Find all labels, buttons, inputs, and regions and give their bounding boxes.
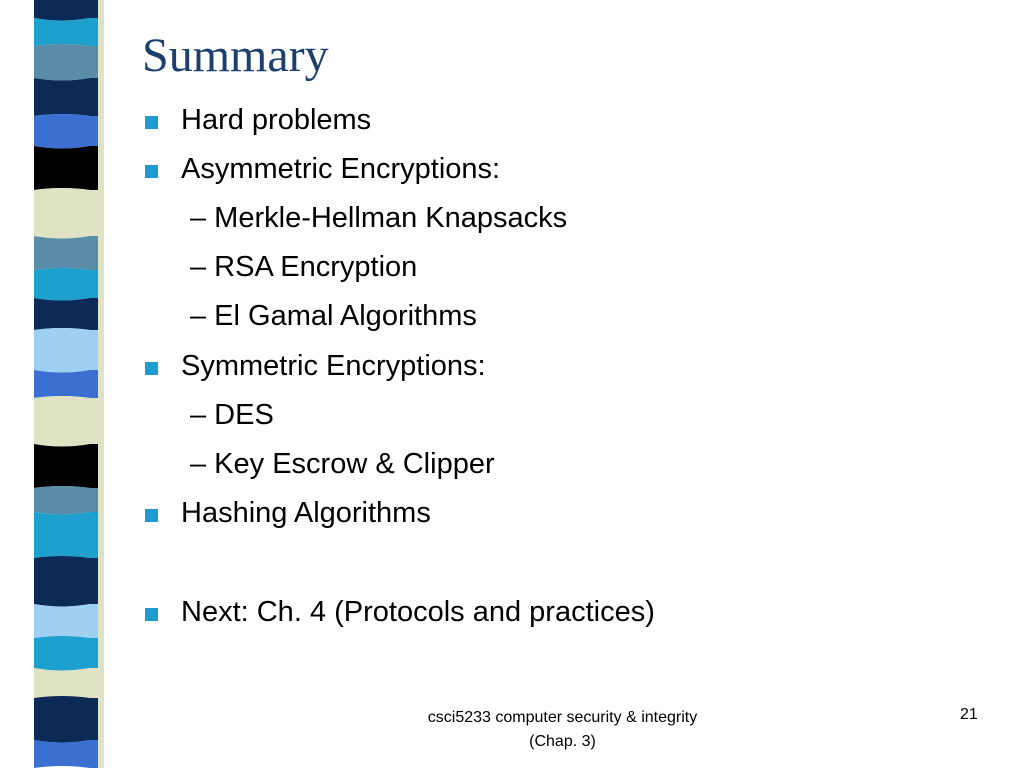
list-item: Hashing Algorithms [181,497,431,529]
bullet-icon [145,116,158,129]
sub-list-item: – Key Escrow & Clipper [190,448,495,480]
list-item: Asymmetric Encryptions: [181,153,501,185]
sub-list-item: – El Gamal Algorithms [190,300,477,332]
slide-title: Summary [142,29,329,82]
sub-list-item: – RSA Encryption [190,251,418,283]
list-item: Next: Ch. 4 (Protocols and practices) [181,596,655,628]
list-item: Hard problems [181,104,372,136]
bullet-icon [145,362,158,375]
bullet-icon [145,165,158,178]
bullet-icon [145,608,158,621]
bullet-icon [145,509,158,522]
slide-footer: csci5233 computer security & integrity (Chap. 3) [427,709,698,750]
list-item: Symmetric Encryptions: [181,350,486,382]
page-number: 21 [960,706,978,723]
sub-list-item: – Merkle-Hellman Knapsacks [190,202,568,234]
sub-list-item: – DES [190,399,274,431]
